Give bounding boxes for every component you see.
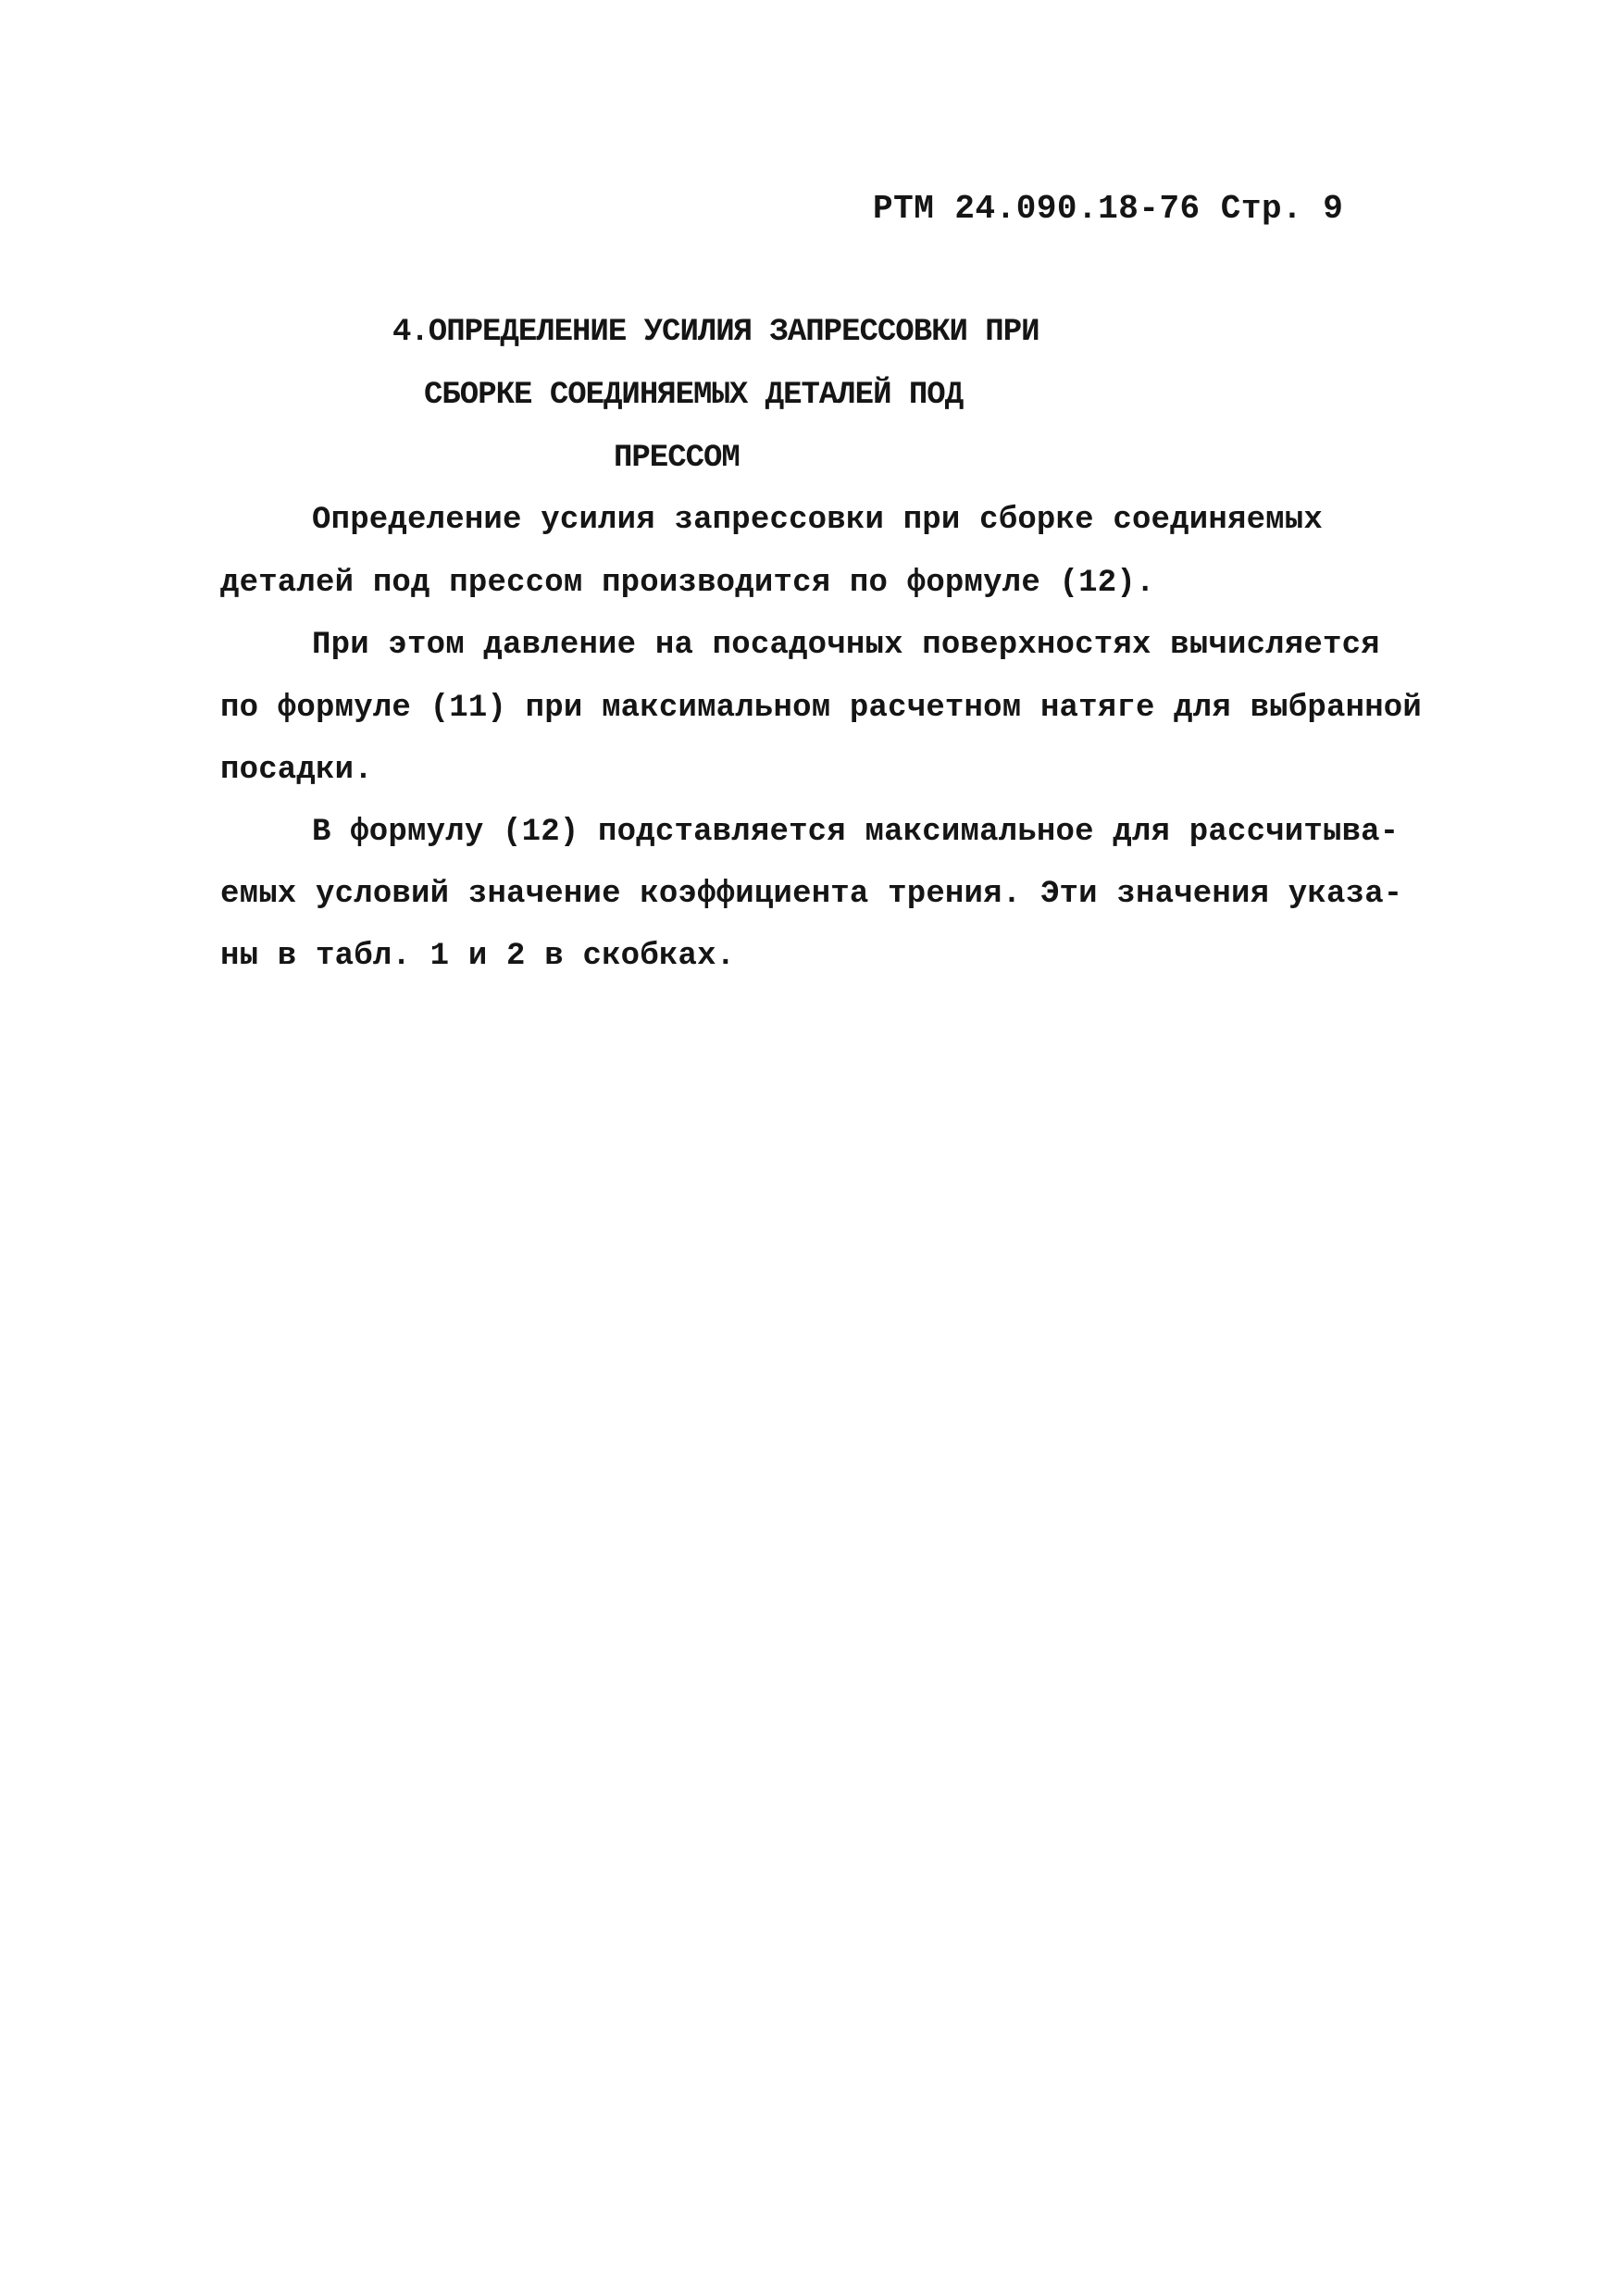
body-line-1: Определение усилия запрессовки при сборке соединяемых (312, 503, 1323, 538)
page-header: РТМ 24.090.18-76 Стр. 9 (873, 190, 1344, 228)
body-line-6: В формулу (12) подставляется максимальное для рассчитыва- (312, 815, 1400, 850)
body-line-5: посадки. (220, 753, 373, 788)
section-title-line-3: ПРЕССОМ (614, 441, 740, 476)
body-line-7: емых условий значение коэффициента трения. Эти значения указа- (220, 877, 1403, 912)
section-title-line-2: СБОРКЕ СОЕДИНЯЕМЫХ ДЕТАЛЕЙ ПОД (424, 378, 964, 413)
body-line-4: по формуле (11) при максимальном расчетном натяге для выбранной (220, 691, 1423, 726)
section-title-line-1: 4.ОПРЕДЕЛЕНИЕ УСИЛИЯ ЗАПРЕССОВКИ ПРИ (392, 315, 1039, 350)
body-line-3: При этом давление на посадочных поверхностях вычисляется (312, 628, 1380, 663)
body-line-8: ны в табл. 1 и 2 в скобках. (220, 939, 736, 974)
body-line-2: деталей под прессом производится по формуле (12). (220, 566, 1155, 601)
